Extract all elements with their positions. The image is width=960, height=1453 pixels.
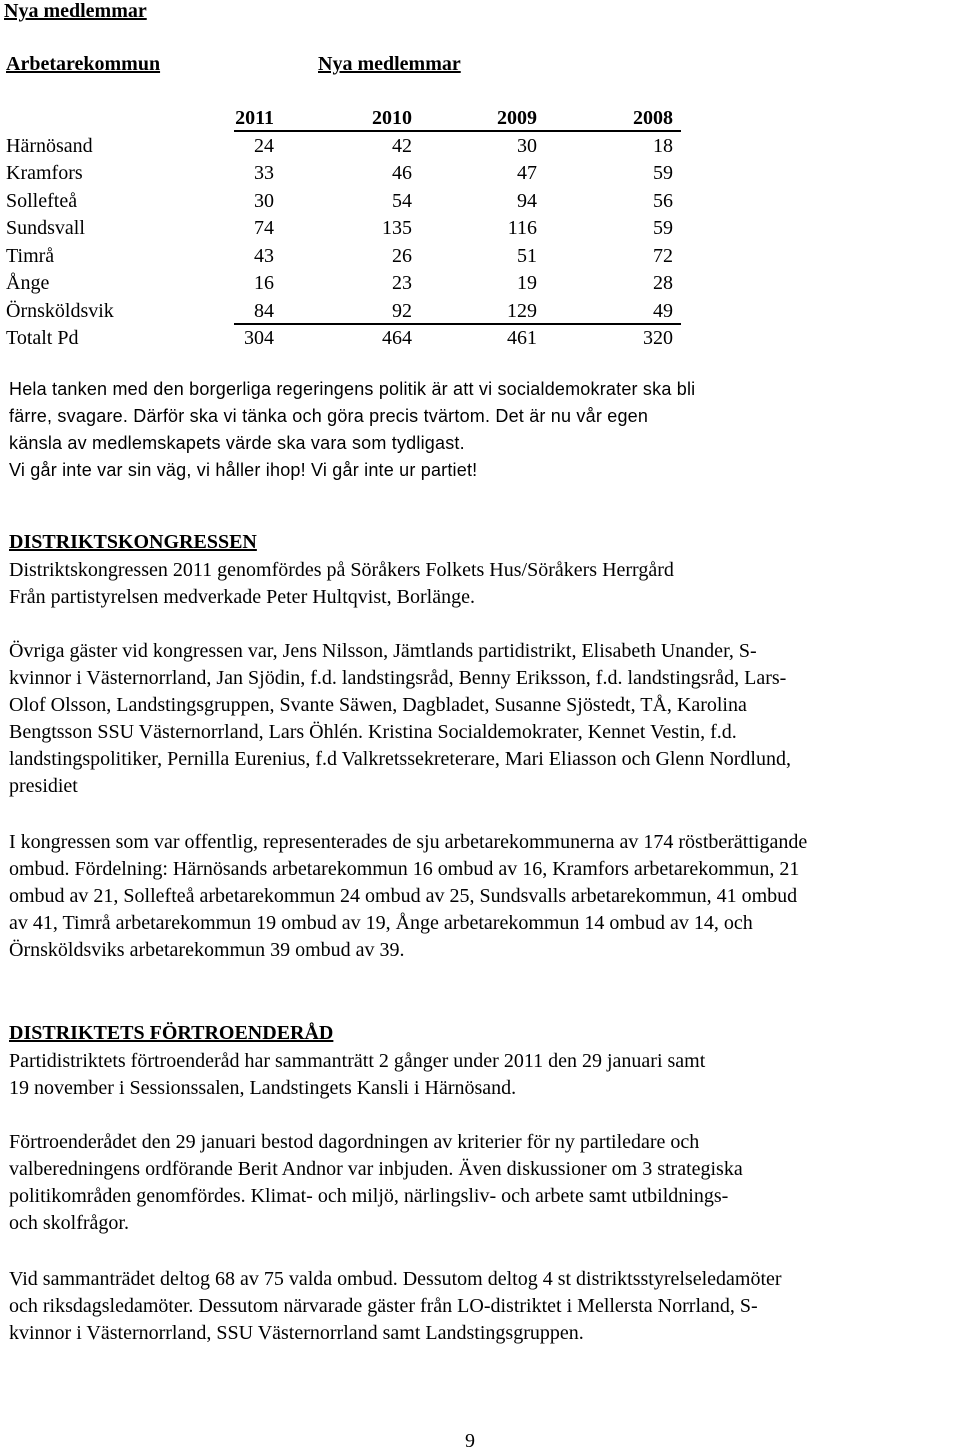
row-name: Sundsvall [6,217,85,239]
row-name: Kramfors [6,162,83,184]
text-line: och skolfrågor. [9,1212,129,1234]
text-line: Distriktskongressen 2011 genomfördes på Söråkers Folkets Hus/Söråkers Herrgård [9,559,674,581]
row-value: 74 [254,217,274,239]
table-row [6,270,706,298]
table-row [6,188,706,216]
fortroenderad-paragraph-3 [9,1266,959,1347]
row-value: 30 [517,134,537,157]
table-row [6,298,706,326]
column-header-nya-medlemmar: Nya medlemmar [318,53,461,75]
table-row [6,133,706,161]
kongress-paragraph-3 [9,829,959,964]
text-line: Från partistyrelsen medverkade Peter Hultqvist, Borlänge. [9,586,475,608]
text-line: landstingspolitiker, Pernilla Eurenius, f.d Valkretssekreterare, Mari Eliasson och Glenn Nordlund, [9,748,791,770]
row-value: 51 [517,244,537,267]
text-line: Vid sammanträdet deltog 68 av 75 valda ombud. Dessutom deltog 4 st distriktsstyrelseledamöter [9,1268,782,1290]
fortroenderad-paragraph-2 [9,1129,959,1237]
total-value: 464 [382,327,412,349]
row-name: Sollefteå [6,189,78,212]
table-row [6,160,706,188]
text-line: I kongressen som var offentlig, representerades de sju arbetarekommunerna av 174 röstberättigande [9,831,808,853]
text-line: Olof Olsson, Landstingsgruppen, Svante Säwen, Dagbladet, Susanne Sjöstedt, TÅ, Karolina [9,694,747,716]
text-line: Bengtsson SSU Västernorrland, Lars Öhlén. Kristina Socialdemokrater, Kennet Vestin, f.d. [9,721,737,743]
text-line: och riksdagsledamöter. Dessutom närvarade gäster från LO-distriktet i Mellersta Norrland, S- [9,1295,758,1317]
row-value: 42 [392,134,412,157]
text-line: 19 november i Sessionssalen, Landstingets Kansli i Härnösand. [9,1077,517,1099]
row-value: 72 [653,244,673,267]
year-header: 2009 [497,107,537,129]
row-value: 116 [507,217,537,239]
year-header: 2008 [633,107,673,129]
row-value: 94 [517,189,537,212]
text-line: Vi går inte var sin väg, vi håller ihop! Vi går inte ur partiet! [9,460,478,480]
row-value: 19 [517,272,537,294]
row-value: 49 [653,299,673,322]
row-value: 56 [653,189,673,212]
section-heading-kongress: DISTRIKTSKONGRESSEN [9,531,257,553]
page-number: 9 [465,1430,475,1452]
table-row [6,215,706,243]
row-value: 28 [653,272,673,294]
total-row [6,325,706,353]
row-value: 59 [653,162,673,184]
row-value: 47 [517,162,537,184]
text-line: ombud. Fördelning: Härnösands arbetarekommun 16 ombud av 16, Kramfors arbetarekommun, 21 [9,858,800,880]
page-title: Nya medlemmar [4,0,147,22]
text-line: valberedningens ordförande Berit Andnor var inbjuden. Även diskussioner om 3 strategiska [9,1158,743,1180]
row-value: 18 [653,134,673,157]
section-heading-fortroenderad: DISTRIKTETS FÖRTROENDERÅD [9,1022,334,1044]
row-value: 26 [392,244,412,267]
row-value: 23 [392,272,412,294]
fortroenderad-paragraph-1 [9,1048,959,1102]
header-underline [234,130,681,132]
membership-table [6,105,706,353]
text-line: Övriga gäster vid kongressen var, Jens Nilsson, Jämtlands partidistrikt, Elisabeth Unander, S- [9,640,757,662]
total-label: Totalt Pd [6,327,79,349]
text-line: känsla av medlemskapets värde ska vara som tydligast. [9,433,465,453]
text-line: kvinnor i Västernorrland, Jan Sjödin, f.d. landstingsråd, Benny Eriksson, f.d. landstingsråd, Lars- [9,667,787,689]
text-line: ombud av 21, Sollefteå arbetarekommun 24 ombud av 25, Sundsvalls arbetarekommun, 41 ombud [9,885,798,907]
text-line: Förtroenderådet den 29 januari bestod dagordningen av kriterier för ny partiledare och [9,1131,700,1153]
row-value: 33 [254,162,274,184]
kongress-paragraph-1 [9,557,959,611]
row-name: Örnsköldsvik [6,299,114,322]
total-value: 461 [507,327,537,349]
row-name: Timrå [6,244,55,267]
row-value: 24 [254,134,274,157]
text-line: Partidistriktets förtroenderåd har sammanträtt 2 gånger under 2011 den 29 januari samt [9,1050,706,1072]
row-value: 135 [382,217,412,239]
intro-paragraph [9,376,959,484]
year-header-row [6,105,706,133]
row-value: 16 [254,272,274,294]
column-header-arbetarekommun: Arbetarekommun [6,53,161,75]
row-value: 46 [392,162,412,184]
text-line: färre, svagare. Därför ska vi tänka och göra precis tvärtom. Det är nu vår egen [9,406,649,426]
row-value: 84 [254,299,274,322]
row-name: Ånge [6,272,50,294]
year-header: 2010 [372,107,412,129]
row-value: 54 [392,189,412,212]
text-line: presidiet [9,775,78,797]
text-line: kvinnor i Västernorrland, SSU Västernorrland samt Landstingsgruppen. [9,1322,584,1344]
text-line: Hela tanken med den borgerliga regeringens politik är att vi socialdemokrater ska bli [9,379,696,399]
row-value: 59 [653,217,673,239]
year-header: 2011 [235,107,274,129]
text-line: av 41, Timrå arbetarekommun 19 ombud av 19, Ånge arbetarekommun 14 ombud av 14, och [9,912,753,934]
row-value: 43 [254,244,274,267]
row-value: 30 [254,189,274,212]
text-line: Örnsköldsviks arbetarekommun 39 ombud av 39. [9,939,405,961]
total-value: 304 [244,327,274,349]
row-name: Härnösand [6,134,93,157]
kongress-paragraph-2 [9,638,959,800]
table-row [6,243,706,271]
row-value: 129 [507,299,537,322]
row-value: 92 [392,299,412,322]
total-value: 320 [643,327,673,349]
text-line: politikområden genomfördes. Klimat- och miljö, närlingsliv- och arbete samt utbildnings- [9,1185,729,1207]
